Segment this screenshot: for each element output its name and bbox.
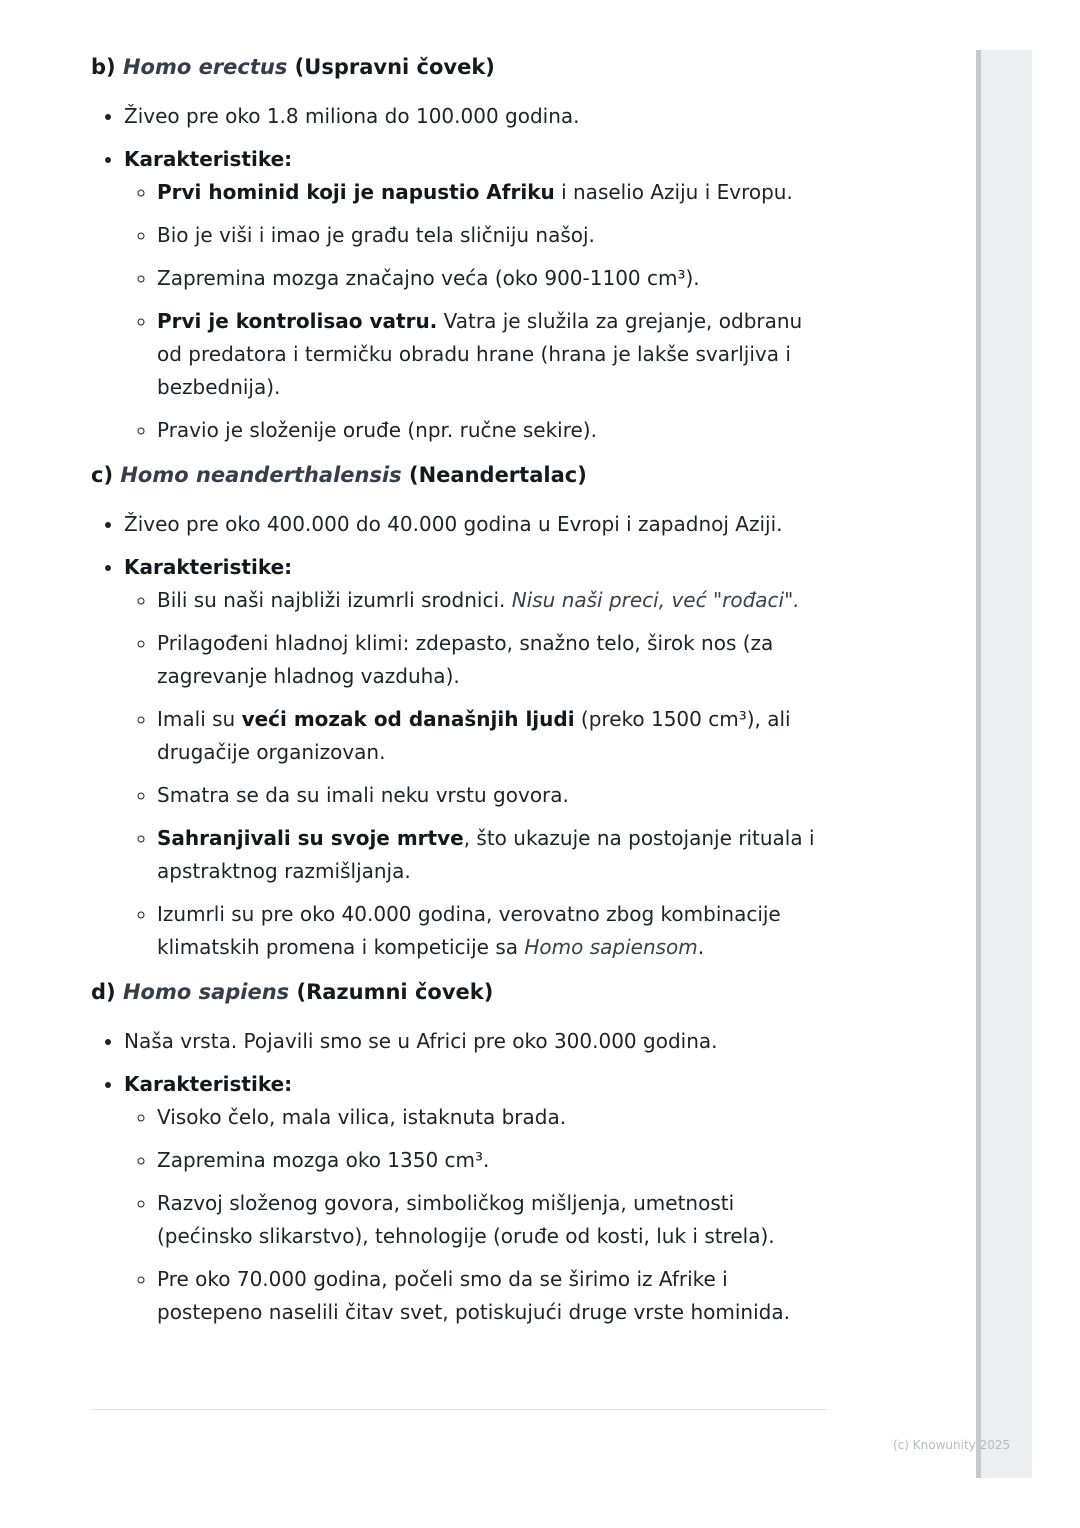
section-list [91,100,831,447]
section-heading-homo-erectus [91,50,831,84]
document-body [91,50,831,1340]
intro-item [124,100,831,133]
list-item [157,822,831,888]
bold-text: Prvi hominid koji je napustio Afriku [157,180,555,204]
item-text: Bili su naši najbliži izumrli srodnici. [157,588,512,612]
common-name: (Razumni čovek) [296,980,494,1004]
section-list [91,1025,831,1329]
item-text: Vatra je služila za grejanje, odbranu od predatora i termičku obradu hrane (hrana je lakše svarljiva i bezbednija). [157,309,803,399]
italic-text: Homo sapiensom [524,935,698,959]
list-item [157,1187,831,1253]
characteristics-item [124,143,831,447]
list-item [157,1101,831,1134]
divider [91,1409,827,1410]
item-text: Smatra se da su imali neku vrstu govora. [157,783,569,807]
intro-text: Naša vrsta. Pojavili smo se u Africi pre oko 300.000 godina. [124,1029,718,1053]
item-text: Bio je viši i imao je građu tela sličniju našoj. [157,223,595,247]
item-text: Zapremina mozga značajno veća (oko 900-1100 cm³). [157,266,700,290]
bold-text: Sahranjivali su svoje mrtve [157,826,464,850]
italic-text: Nisu naši preci, već "rođaci". [511,588,800,612]
section-letter: d) [91,980,116,1004]
item-text: Prilagođeni hladnoj klimi: zdepasto, snažno telo, širok nos (za zagrevanje hladnog vazduha). [157,631,774,688]
section-letter: c) [91,463,114,487]
item-text: (preko 1500 cm³), ali drugačije organizovan. [157,707,791,764]
characteristics-list [124,176,831,447]
species-name: Homo erectus [122,55,288,79]
item-text: Zapremina mozga oko 1350 cm³. [157,1148,490,1172]
characteristics-label: Karakteristike: [124,1072,293,1096]
list-item [157,627,831,693]
bold-text: Prvi je kontrolisao vatru. [157,309,438,333]
list-item [157,176,831,209]
list-item [157,1144,831,1177]
scrollbar-track[interactable] [976,50,1032,1478]
list-item [157,1263,831,1329]
list-item [157,779,831,812]
list-item [157,262,831,295]
item-text: Pre oko 70.000 godina, počeli smo da se širimo iz Afrike i postepeno naselili čitav svet, potiskujući druge vrste hominida. [157,1267,790,1324]
characteristics-label: Karakteristike: [124,555,293,579]
intro-text: Živeo pre oko 400.000 do 40.000 godina u Evropi i zapadnoj Aziji. [124,512,783,536]
characteristics-list [124,1101,831,1329]
list-item [157,305,831,404]
list-item [157,703,831,769]
characteristics-item [124,551,831,964]
item-text: Imali su [157,707,242,731]
list-item [157,219,831,252]
common-name: (Uspravni čovek) [294,55,495,79]
intro-text: Živeo pre oko 1.8 miliona do 100.000 godina. [124,104,580,128]
copyright-footer: (c) Knowunity 2025 [893,1438,1011,1452]
section-heading-homo-sapiens [91,975,831,1009]
characteristics-item [124,1068,831,1329]
intro-item [124,1025,831,1058]
item-text: Visoko čelo, mala vilica, istaknuta brada. [157,1105,567,1129]
item-text: . [697,935,705,959]
scrollbar-edge [976,50,981,1478]
list-item [157,414,831,447]
item-text: i naselio Aziju i Evropu. [554,180,793,204]
list-item [157,898,831,964]
list-item [157,584,831,617]
item-text: Pravio je složenije oruđe (npr. ručne sekire). [157,418,597,442]
section-list [91,508,831,964]
item-text: Razvoj složenog govora, simboličkog mišljenja, umetnosti (pećinsko slikarstvo), tehnologije (oruđe od kosti, luk i strela). [157,1191,775,1248]
common-name: (Neandertalac) [409,463,587,487]
characteristics-list [124,584,831,964]
section-letter: b) [91,55,116,79]
item-text: , što ukazuje na postojanje rituala i apstraktnog razmišljanja. [157,826,815,883]
item-text: Izumrli su pre oko 40.000 godina, verovatno zbog kombinacije klimatskih promena i kompeticije sa [157,902,781,959]
species-name: Homo neanderthalensis [120,463,402,487]
bold-text: veći mozak od današnjih ljudi [241,707,575,731]
species-name: Homo sapiens [122,980,290,1004]
section-heading-homo-neanderthalensis [91,458,831,492]
characteristics-label: Karakteristike: [124,147,293,171]
intro-item [124,508,831,541]
